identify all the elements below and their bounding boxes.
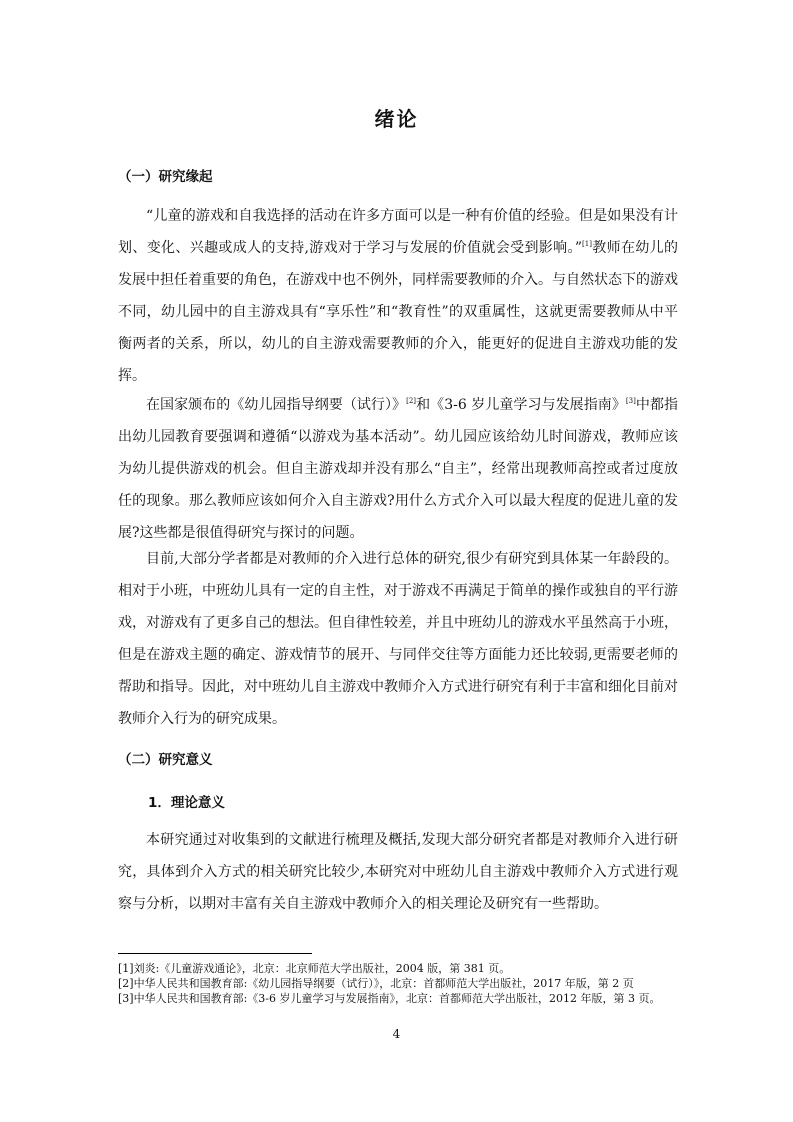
paragraph-theory: 本研究通过对收集到的文献进行梳理及概括,发现大部分研究者都是对教师介入进行研究，具体到介入方式的相关研究比较少,本研究对中班幼儿自主游戏中教师介入方式进行观察与分析，以期对丰富有关自主游戏中教师介入的相关理论及研究有一些帮助。 [118,832,678,912]
subsection-heading-theory: 1．理论意义 [148,795,225,811]
paragraph-text: 和《3-6 岁儿童学习与发展指南》 [416,397,626,413]
footnote-divider [118,953,312,954]
citation-ref-3[interactable]: [3] [625,397,636,405]
page-number: 4 [392,1027,401,1041]
paragraph-text: 在国家颁布的《幼儿园指导纲要（试行）》 [146,397,407,413]
paragraph-text: 教师在幼儿的发展中担任着重要的角色，在游戏中也不例外，同样需要教师的介入。与自然状态下的游戏不同，幼儿园中的自主游戏具有“享乐性”和“教育性”的双重属性，这就更需要教师从中平衡两者的关系，所以，幼儿的自主游戏需要教师的介入，能更好的促进自主游戏功能的发挥。 [118,240,679,384]
footnote-1: [1]刘炎:《儿童游戏通论》，北京：北京师范大学出版社，2004 版，第 381 页。 [118,962,511,975]
citation-ref-2[interactable]: [2] [406,397,417,405]
quote-text: “儿童的游戏和自我选择的活动在许多方面可以是一种有价值的经验。但是如果没有计划、变化、兴趣或成人的支持,游戏对于学习与发展的价值就会受到影响。” [118,208,678,256]
paragraph-origin-2 [118,389,678,549]
section-heading-origin: （一）研究缘起 [118,169,213,185]
paragraph-text: 中都指出幼儿园教育要强调和遵循“以游戏为基本活动”。幼儿园应该给幼儿时间游戏，教师应该为幼儿提供游戏的机会。但自主游戏却并没有那么“自主”，经常出现教师高控或者过度放任的现象。那么教师应该如何介入自主游戏?用什么方式介入可以最大程度的促进儿童的发展?这些都是很值得研究与探讨的问题。 [118,397,679,541]
paragraph-origin-3: 目前,大部分学者都是对教师的介入进行总体的研究,很少有研究到具体某一年龄段的。相对于小班，中班幼儿具有一定的自主性，对于游戏不再满足于简单的操作或独自的平行游戏，对游戏有了更多自己的想法。但自律性较差，并且中班幼儿的游戏水平虽然高于小班，但是在游戏主题的确定、游戏情节的展开、与同伴交往等方面能力还比较弱,更需要老师的帮助和指导。因此，对中班幼儿自主游戏中教师介入方式进行研究有利于丰富和细化目前对教师介入行为的研究成果。 [118,551,678,727]
footnote-3: [3]中华人民共和国教育部:《3-6 岁儿童学习与发展指南》，北京：首都师范大学出版社，2012 年版，第 3 页。 [118,992,661,1005]
section-heading-significance: （二）研究意义 [118,752,213,768]
citation-ref-1[interactable]: [1] [582,240,592,248]
paragraph-origin-1 [118,200,678,392]
footnote-2: [2]中华人民共和国教育部:《幼儿园指导纲要（试行）》，北京：首都师范大学出版社，2017 年版，第 2 页 [118,977,634,990]
page-title: 绪论 [374,107,419,131]
